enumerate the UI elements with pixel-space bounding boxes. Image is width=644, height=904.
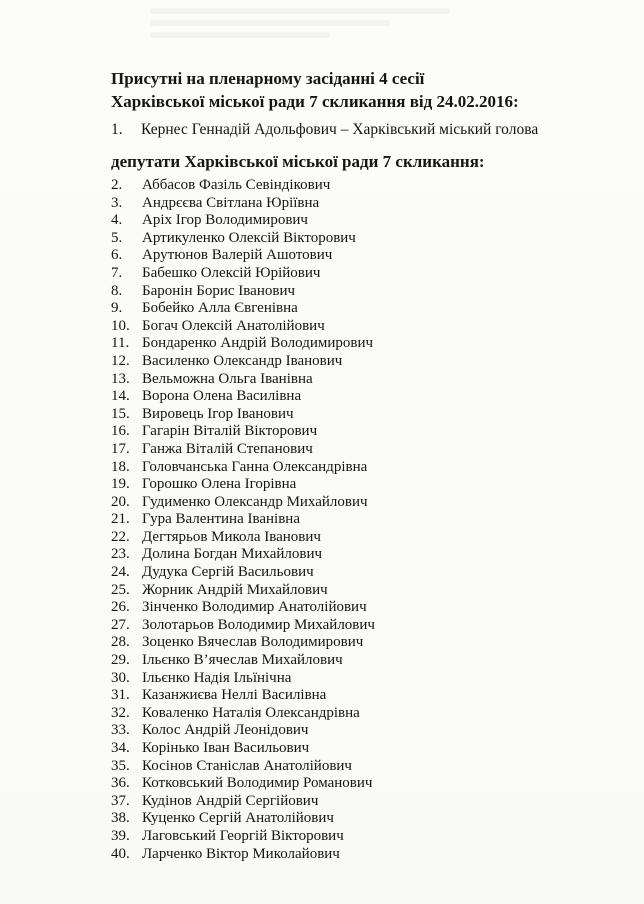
mayor-entry — [111, 120, 631, 140]
deputy-name: Головчанська Ганна Олександрівна — [142, 458, 368, 475]
deputy-number: 20. — [111, 493, 130, 510]
deputy-list-item — [111, 546, 375, 564]
deputy-list-item — [111, 195, 375, 213]
deputy-name: Вировець Ігор Іванович — [142, 405, 294, 422]
deputy-list-item — [111, 722, 375, 740]
deputy-list-item — [111, 705, 375, 723]
deputy-name: Зінченко Володимир Анатолійович — [142, 599, 367, 616]
deputy-name: Ворона Олена Василівна — [142, 388, 302, 405]
deputy-name: Долина Богдан Михайлович — [142, 546, 323, 563]
deputy-number: 36. — [111, 775, 130, 792]
deputy-number: 38. — [111, 810, 130, 827]
deputy-number: 24. — [111, 564, 130, 581]
deputy-list-item — [111, 564, 375, 582]
deputy-name: Колос Андрій Леонідович — [142, 722, 309, 739]
deputy-name: Кудінов Андрій Сергійович — [142, 792, 319, 809]
deputy-name: Ганжа Віталій Степанович — [142, 440, 313, 457]
deputy-number: 7. — [111, 264, 123, 281]
deputy-name: Артикуленко Олексій Вікторович — [142, 229, 356, 246]
deputy-list-item — [111, 740, 375, 758]
deputy-number: 27. — [111, 616, 130, 633]
deputy-number: 8. — [111, 282, 123, 299]
bleed-through-text — [150, 2, 450, 50]
deputy-number: 37. — [111, 792, 130, 809]
deputy-number: 13. — [111, 370, 130, 387]
deputy-number: 22. — [111, 528, 130, 545]
deputy-list-item — [111, 283, 375, 301]
deputy-list-item — [111, 634, 375, 652]
deputy-list-item — [111, 318, 375, 336]
deputy-name: Зоценко Вячеслав Володимирович — [142, 634, 364, 651]
deputy-name: Богач Олексій Анатолійович — [142, 317, 325, 334]
document-heading — [111, 67, 611, 113]
deputy-number: 32. — [111, 704, 130, 721]
deputy-name: Аріх Ігор Володимирович — [142, 212, 308, 229]
deputy-number: 10. — [111, 317, 130, 334]
deputy-list-item — [111, 476, 375, 494]
deputy-name: Гагарін Віталій Вікторович — [142, 423, 318, 440]
deputy-list-item — [111, 406, 375, 424]
deputy-number: 39. — [111, 827, 130, 844]
deputy-number: 31. — [111, 687, 130, 704]
deputy-number: 3. — [111, 194, 123, 211]
deputy-name: Ільєнко В’ячеслав Михайлович — [142, 652, 343, 669]
deputy-number: 6. — [111, 247, 123, 264]
mayor-text: Кернес Геннадій Адольфович – Харківський міський голова — [141, 121, 539, 138]
deputy-name: Бабешко Олексій Юрійович — [142, 264, 321, 281]
deputy-name: Косінов Станіслав Анатолійович — [142, 757, 352, 774]
deputy-list-item — [111, 353, 375, 371]
deputy-list-item — [111, 687, 375, 705]
deputy-list-item — [111, 775, 375, 793]
deputy-list-item — [111, 230, 375, 248]
deputy-number: 40. — [111, 845, 130, 862]
deputy-name: Андрєєва Світлана Юріївна — [142, 194, 320, 211]
deputy-name: Корінько Іван Васильович — [142, 740, 310, 756]
deputy-number: 12. — [111, 352, 130, 369]
deputy-name: Коваленко Наталія Олександрівна — [142, 704, 360, 721]
deputy-number: 11. — [111, 335, 130, 352]
deputy-list-item — [111, 300, 375, 318]
deputy-number: 18. — [111, 458, 130, 475]
deputy-name: Казанжиєва Неллі Василівна — [142, 687, 327, 704]
mayor-number: 1. — [111, 121, 123, 138]
deputy-name: Арутюнов Валерій Ашотович — [142, 247, 333, 264]
deputy-list-item — [111, 212, 375, 230]
deputy-name: Вельможна Ольга Іванівна — [142, 370, 313, 387]
deputy-list-item — [111, 371, 375, 389]
deputy-number: 19. — [111, 476, 130, 493]
deputy-list-item — [111, 441, 375, 459]
deputy-number: 9. — [111, 300, 123, 317]
deputy-number: 25. — [111, 581, 130, 598]
deputy-list-item — [111, 810, 375, 828]
deputy-name: Куценко Сергій Анатолійович — [142, 810, 334, 827]
deputy-number: 26. — [111, 599, 130, 616]
deputy-number: 30. — [111, 669, 130, 686]
deputy-number: 14. — [111, 388, 130, 405]
deputy-list-item — [111, 846, 375, 864]
deputy-list-item — [111, 652, 375, 670]
deputy-number: 21. — [111, 511, 130, 528]
deputy-number: 29. — [111, 652, 130, 669]
deputy-name: Лаговський Георгій Вікторович — [142, 827, 344, 844]
deputy-name: Ларченко Віктор Миколайович — [142, 845, 340, 862]
deputy-number: 33. — [111, 722, 130, 739]
deputy-list-item — [111, 599, 375, 617]
deputy-name: Ільєнко Надія Ільїнічна — [142, 669, 292, 686]
deputy-list-item — [111, 388, 375, 406]
deputy-list-item — [111, 582, 375, 600]
deputy-list-item — [111, 793, 375, 811]
deputy-number: 15. — [111, 405, 130, 422]
deputy-name: Дудука Сергій Васильович — [142, 564, 314, 581]
deputy-list-item — [111, 758, 375, 776]
deputy-name: Жорник Андрій Михайлович — [142, 581, 328, 598]
deputy-list-item — [111, 423, 375, 441]
heading-line-1: Присутні на пленарному засіданні 4 сесії — [111, 69, 425, 88]
deputy-number: 34. — [111, 740, 130, 756]
deputy-number: 17. — [111, 440, 130, 457]
deputy-list-item — [111, 617, 375, 635]
deputy-list-item — [111, 335, 375, 353]
deputy-number: 23. — [111, 546, 130, 563]
deputy-list-item — [111, 511, 375, 529]
deputy-number: 28. — [111, 634, 130, 651]
deputy-name: Аббасов Фазіль Севіндікович — [142, 177, 331, 193]
deputy-name: Котковський Володимир Романович — [142, 775, 373, 792]
deputy-name: Бондаренко Андрій Володимирович — [142, 335, 374, 352]
deputy-list-item — [111, 494, 375, 512]
deputy-name: Горошко Олена Ігорівна — [142, 476, 297, 493]
deputy-number: 5. — [111, 229, 123, 246]
deputy-list-item — [111, 670, 375, 688]
deputy-name: Золотарьов Володимир Михайлович — [142, 616, 375, 633]
deputy-number: 4. — [111, 212, 123, 229]
deputy-list-item — [111, 459, 375, 477]
deputy-name: Баронін Борис Іванович — [142, 282, 296, 299]
deputy-list-item — [111, 265, 375, 283]
deputy-list-item — [111, 177, 375, 195]
heading-line-2: Харківської міської ради 7 скликання від 24.02.2016: — [111, 92, 519, 111]
deputy-name: Гудименко Олександр Михайлович — [142, 493, 368, 510]
deputy-number: 16. — [111, 423, 130, 440]
deputy-name: Бобейко Алла Євгенівна — [142, 300, 298, 317]
deputy-list-item — [111, 828, 375, 846]
deputy-list-item — [111, 529, 375, 547]
deputies-heading: депутати Харківської міської ради 7 скликання: — [111, 152, 485, 171]
deputy-number: 2. — [111, 177, 123, 193]
deputy-name: Гура Валентина Іванівна — [142, 511, 300, 528]
deputy-name: Василенко Олександр Іванович — [142, 352, 343, 369]
deputy-number: 35. — [111, 757, 130, 774]
deputy-name: Дегтярьов Микола Іванович — [142, 528, 321, 545]
deputy-list-item — [111, 247, 375, 265]
deputies-list — [111, 177, 375, 863]
